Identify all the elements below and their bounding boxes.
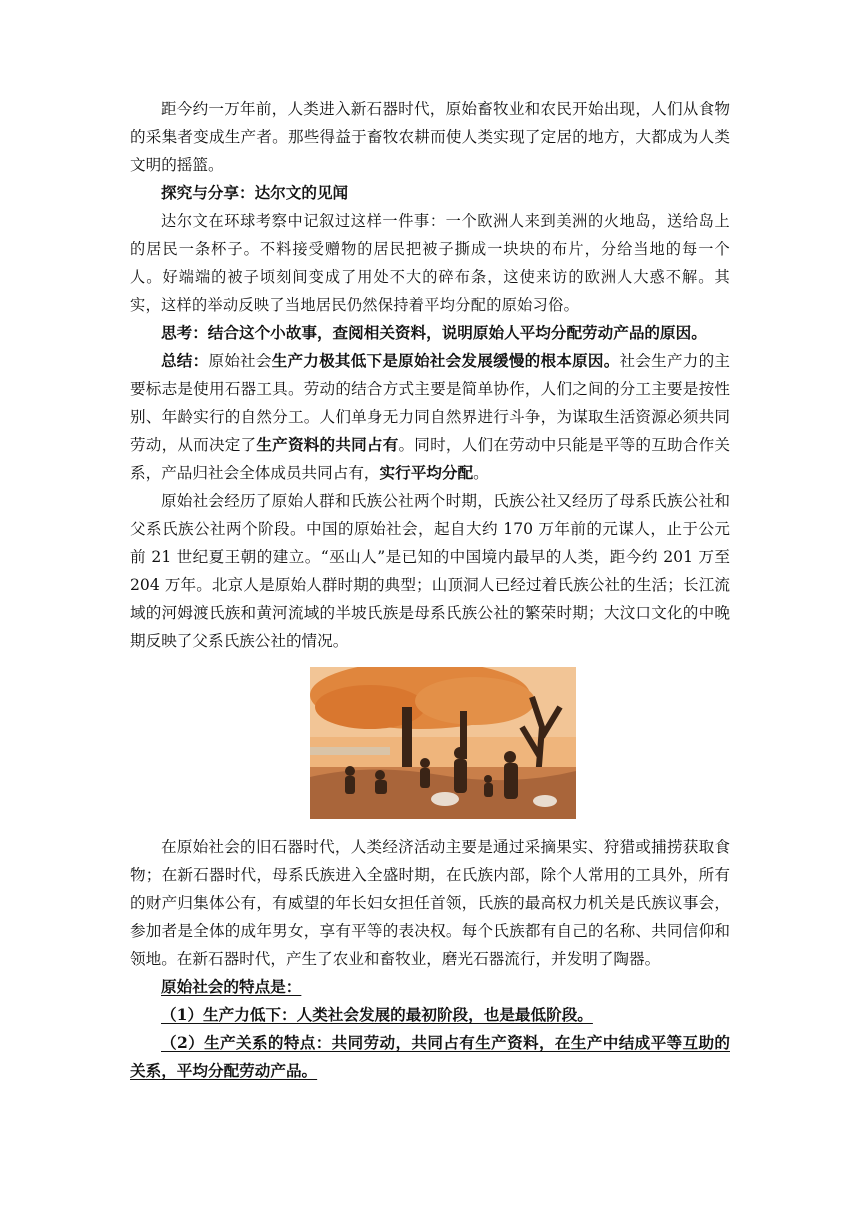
paleolithic-paragraph: 在原始社会的旧石器时代，人类经济活动主要是通过采摘果实、狩猎或捕捞获取食物；在新石器时代，母系氏族进入全盛时期，在氏族内部，除个人常用的工具外，所有的财产归集体公有，有威望的年长妇女担任首领，氏族的最高权力机关是氏族议事会，参加者是全体的成年男女，享有平等的表决权。每个氏族都有自己的名称、共同信仰和领地。在新石器时代，产生了农业和畜牧业，磨光石器流行，并发明了陶器。 xyxy=(130,838,730,968)
summary-bold-2: 生产资料的共同占有 xyxy=(256,435,399,454)
think-question: 思考：结合这个小故事，查阅相关资料，说明原始人平均分配劳动产品的原因。 xyxy=(161,323,707,342)
summary-paragraph xyxy=(130,347,730,487)
illustration-image xyxy=(310,667,576,819)
summary-text-3: 。同时，人们在劳动中只能是平等的互助合作关系，产品归社会全体成员共同占有， xyxy=(130,436,730,482)
summary-bold-3: 实行平均分配 xyxy=(379,463,474,482)
feature-2: （2）生产关系的特点：共同劳动，共同占有生产资料，在生产中结成平等互助的关系，平均分配劳动产品。 xyxy=(130,1033,730,1080)
history-paragraph: 原始社会经历了原始人群和氏族公社两个时期，氏族公社又经历了母系氏族公社和父系氏族公社两个阶段。中国的原始社会，起自大约 170 万年前的元谋人，止于公元前 21 世纪夏王朝的建立。“巫山人”是已知的中国境内最早的人类，距今约 201 万至 204 万年。北京人是原始人群时期的典型；山顶洞人已经过着氏族公社的生活；长江流域的河姆渡氏族和黄河流域的半坡氏族是母系氏族公社的繁荣时期；大汶口文化的中晚期反映了父系氏族公社的情况。 xyxy=(130,492,730,650)
summary-bold-1: 生产力极其低下是原始社会发展缓慢的根本原因。 xyxy=(271,351,620,370)
darwin-story: 达尔文在环球考察中记叙过这样一件事：一个欧洲人来到美洲的火地岛，送给岛上的居民一条杯子。不料接受赠物的居民把被子撕成一块块的布片，分给当地的每一个人。好端端的被子顷刻间变成了用处不大的碎布条，这使来访的欧洲人大惑不解。其实，这样的举动反映了当地居民仍然保持着平均分配的原始习俗。 xyxy=(130,212,730,314)
intro-paragraph: 距今约一万年前，人类进入新石器时代，原始畜牧业和农民开始出现，人们从食物的采集者变成生产者。那些得益于畜牧农耕而使人类实现了定居的地方，大都成为人类文明的摇篮。 xyxy=(130,100,730,174)
summary-label: 总结： xyxy=(161,351,209,370)
summary-text-4: 。 xyxy=(473,464,489,482)
document-body xyxy=(130,95,730,1085)
primitive-society-illustration xyxy=(130,667,730,827)
summary-text-1: 原始社会 xyxy=(208,352,272,370)
summary-text-2: 社会生产力的主要标志是使用石器工具。劳动的结合方式主要是简单协作，人们之间的分工主要是按性别、年龄实行的自然分工。人们单身无力同自然界进行斗争，为谋取生活资源必须共同劳动，从而决定了 xyxy=(130,352,730,454)
feature-1: （1）生产力低下：人类社会发展的最初阶段，也是最低阶段。 xyxy=(161,1005,593,1024)
explore-heading: 探究与分享：达尔文的见闻 xyxy=(161,183,349,202)
features-heading: 原始社会的特点是： xyxy=(161,977,302,996)
